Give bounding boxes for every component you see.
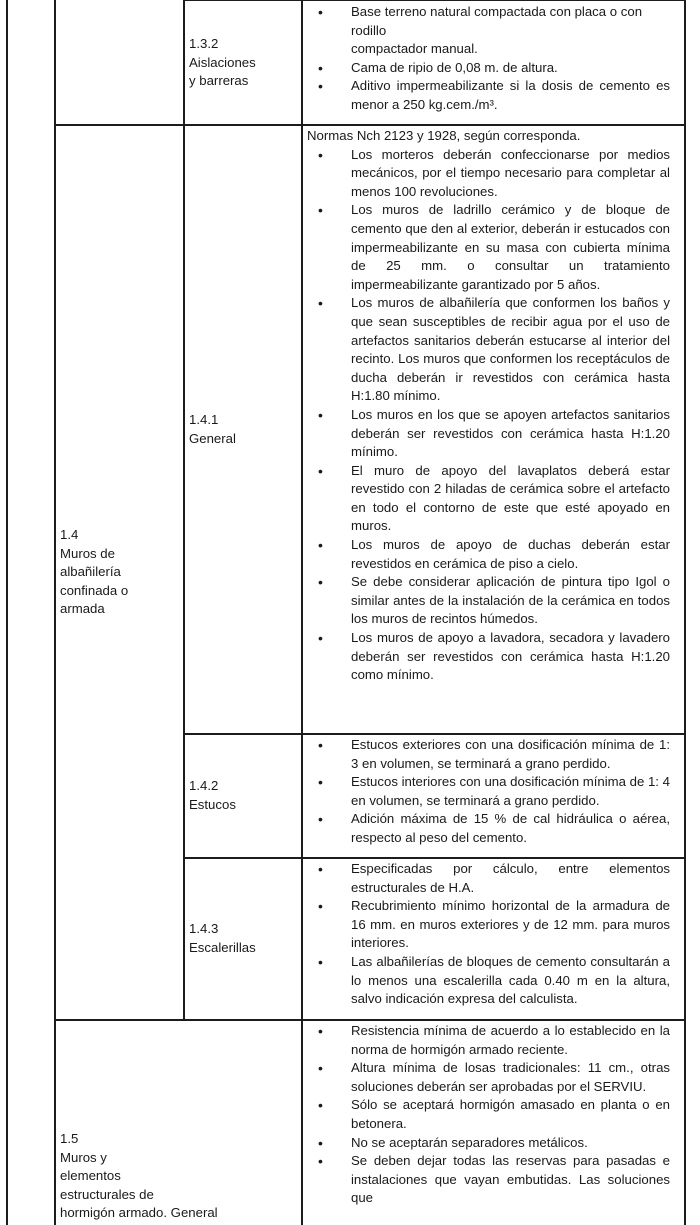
section-number: 1.4.1 <box>189 411 219 427</box>
section-label-1-5 <box>56 1021 301 1225</box>
bullet-item: • Los muros de apoyo a lavadora, secadora y lavadero deberán ser revestidos con cerámica hasta H:1.20 como mínimo. <box>313 629 670 685</box>
bullet-item: • Sólo se aceptará hormigón amasado en planta o en betonera. <box>313 1096 670 1133</box>
section-content-1-5 <box>303 1022 684 1208</box>
section-content-1-4-2 <box>303 736 684 848</box>
bullet-item: • Altura mínima de losas tradicionales: 11 cm., otras soluciones deberán ser aprobadas por el SERVIU. <box>313 1059 670 1096</box>
section-title-line: confinada o <box>60 582 129 598</box>
section-label-1-4-2 <box>185 735 301 857</box>
section-title-line: Muros y <box>60 1149 107 1165</box>
section-title-line: Aislaciones <box>189 54 256 70</box>
section-label-1-3-2 <box>185 2 301 124</box>
section-content-1-3-2 <box>303 3 684 115</box>
section-title-line: General <box>189 430 236 446</box>
section-title-line: Estucos <box>189 797 236 812</box>
table-border-left <box>6 0 8 1225</box>
norms-reference: Normas Nch 2123 y 1928, según corresponda. <box>307 128 581 143</box>
section-title-line: estructurales de <box>60 1186 154 1202</box>
bullet-item: • No se aceptarán separadores metálicos. <box>313 1134 670 1153</box>
section-title-line: Escalerillas <box>189 940 256 955</box>
bullet-text-line: rodillo <box>351 22 387 38</box>
section-label-1-4-3 <box>185 859 301 1019</box>
section-title-line: albañilería <box>60 564 121 580</box>
bullet-item: • Aditivo impermeabilizante si la dosis de cemento es menor a 250 kg.cem./m³. <box>313 77 670 114</box>
section-title-line: hormigón armado. General <box>60 1205 218 1221</box>
section-number: 1.4.2 <box>189 778 219 794</box>
bullet-item: • Estucos interiores con una dosificación mínima de 1: 4 en volumen, se terminará a grano perdido. <box>313 773 670 810</box>
row-divider-top <box>183 0 686 1</box>
section-title-line: elementos <box>60 1168 121 1184</box>
bullet-item: • Los morteros deberán confeccionarse por medios mecánicos, por el tiempo necesario para completar al menos 100 revoluciones. <box>313 146 670 202</box>
bullet-item: • El muro de apoyo del lavaplatos deberá estar revestido con 2 hiladas de cerámica sobre el artefacto en todo el contorno de este que esté apoyado en muros. <box>313 462 670 536</box>
bullet-item: • Los muros en los que se apoyen artefactos sanitarios deberán ser revestidos con cerámica hasta H:1.20 mínimo. <box>313 406 670 462</box>
bullet-item: • Se deben dejar todas las reservas para pasadas e instalaciones que vayan embutidas. Las soluciones que <box>313 1152 670 1208</box>
section-number: 1.4 <box>60 527 79 543</box>
section-number: 1.4.3 <box>189 921 219 937</box>
bullet-item <box>313 3 670 59</box>
section-label-1-4 <box>56 126 183 1019</box>
bullet-item: • Estucos exteriores con una dosificación mínima de 1: 3 en volumen, se terminará a grano perdido. <box>313 736 670 773</box>
bullet-item: • Resistencia mínima de acuerdo a lo establecido en la norma de hormigón armado reciente. <box>313 1022 670 1059</box>
bullet-item: • Adición máxima de 15 % de cal hidráulica o aérea, respecto al peso del cemento. <box>313 810 670 847</box>
bullet-item: • Cama de ripio de 0,08 m. de altura. <box>313 59 670 78</box>
bullet-item: • Especificadas por cálculo, entre elementos estructurales de H.A. <box>313 860 670 897</box>
bullet-item: • Los muros de ladrillo cerámico y de bloque de cemento que den al exterior, deberán ir estucados con impermeabilizante en su masa con cubierta mínima de 25 mm. o consultar un tratamiento impermeabilizante garantizado por 5 años. <box>313 201 670 294</box>
section-title-line: y barreras <box>189 73 249 89</box>
section-content-1-4-1 <box>303 127 684 685</box>
bullet-item: • Los muros de apoyo de duchas deberán estar revestidos en cerámica de piso a cielo. <box>313 536 670 573</box>
bullet-item: • Las albañilerías de bloques de cemento consultarán a lo menos una escalerilla cada 0.40 m en la altura, salvo indicación expresa del calculista. <box>313 953 670 1009</box>
table-border-right <box>684 0 686 1225</box>
section-number: 1.5 <box>60 1131 79 1147</box>
bullet-text-line: • Base terreno natural compactada con placa o con <box>351 4 643 19</box>
bullet-item: • Los muros de albañilería que conformen los baños y que sean susceptibles de recibir agua por el uso de artefactos sanitarios deberán estucarse al interior del recinto. Los muros que conformen los receptáculos de ducha deberán ir revestidos con cerámica hasta H:1.80 mínimo. <box>313 294 670 406</box>
section-title-line: Muros de <box>60 545 115 561</box>
bullet-item: • Se debe considerar aplicación de pintura tipo Igol o similar antes de la instalación de la cerámica en todos los muros de recintos húmedos. <box>313 573 670 629</box>
bullet-item: • Recubrimiento mínimo horizontal de la armadura de 16 mm. en muros exteriores y de 12 mm. para muros interiores. <box>313 897 670 953</box>
section-label-1-4-1 <box>185 126 301 733</box>
section-title-line: armada <box>60 601 105 617</box>
section-number: 1.3.2 <box>189 36 219 52</box>
section-content-1-4-3 <box>303 860 684 1009</box>
bullet-text-line: compactador manual. <box>351 41 478 57</box>
